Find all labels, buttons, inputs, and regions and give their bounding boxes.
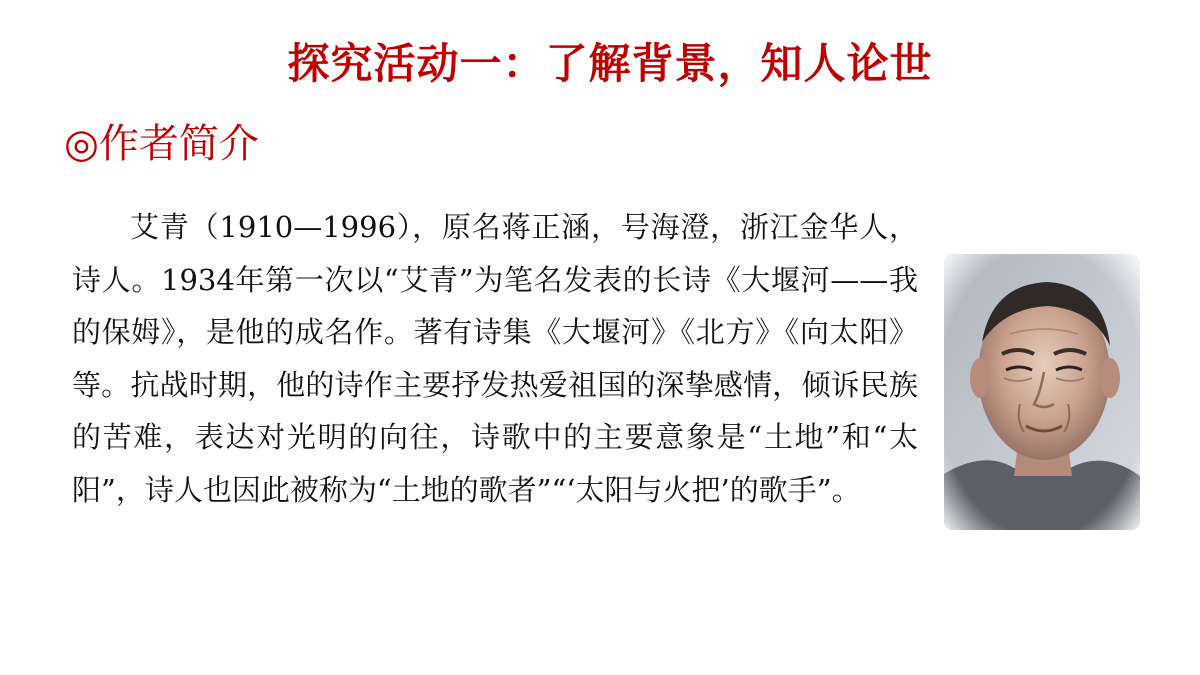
author-bio-paragraph: 艾青（1910—1996），原名蒋正涵，号海澄，浙江金华人，诗人。1934年第一次以“艾青”为笔名发表的长诗《大堰河——我的保姆》，是他的成名作。著有诗集《大堰河》《北方》《向太阳》等。抗战时期，他的诗作主要抒发热爱祖国的深挚感情，倾诉民族的苦难，表达对光明的向往，诗歌中的主要意象是“土地”和“太阳”，诗人也因此被称为“土地的歌者”“‘太阳与火把’的歌手”。 bbox=[72, 210, 918, 507]
author-portrait bbox=[944, 254, 1140, 530]
section-heading: ◎作者简介 bbox=[64, 121, 259, 167]
author-portrait-illustration bbox=[944, 254, 1140, 530]
slide-title: 探究活动一：了解背景，知人论世 bbox=[287, 39, 933, 88]
